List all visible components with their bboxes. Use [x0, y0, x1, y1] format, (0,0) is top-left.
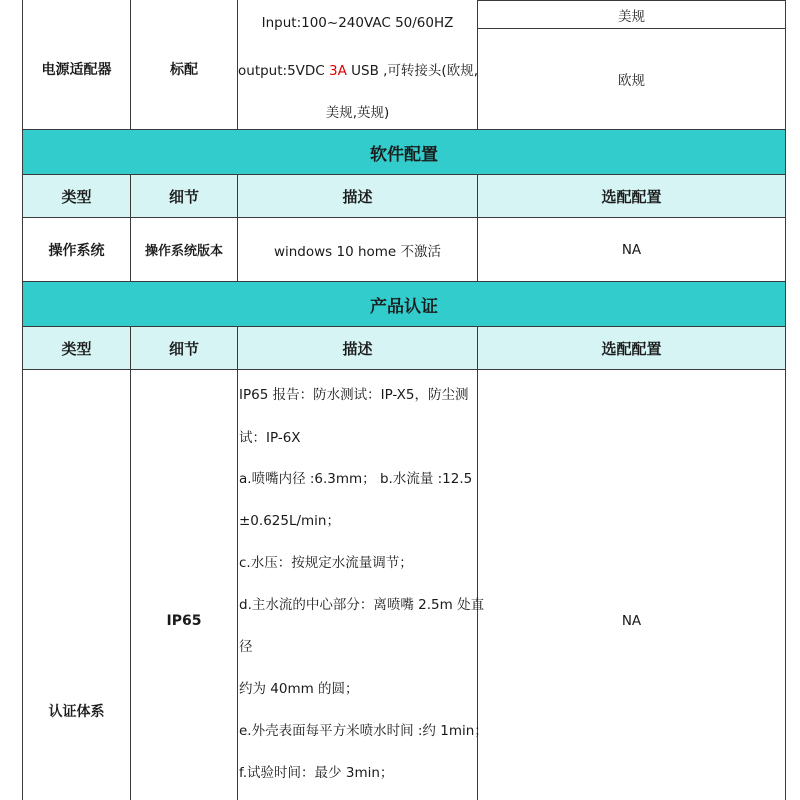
grid-line	[22, 369, 786, 370]
cert-option-cell: NA	[621, 613, 642, 629]
cert-desc-line: d.主水流的中心部分：离喷嘴 2.5m 处直	[239, 597, 485, 613]
os-desc-cell: windows 10 home 不激活	[273, 243, 442, 260]
cert-desc-line: e.外壳表面每平方米喷水时间 :约 1min；	[239, 723, 488, 739]
cert-type-cell: 认证体系	[48, 704, 105, 720]
power-desc-line2: output:5VDC 3A USB ,可转接头(欧规,	[238, 63, 478, 79]
power-type-cell: 电源适配器	[41, 61, 112, 78]
cert-desc-line: ±0.625L/min；	[239, 513, 340, 529]
grid-line	[785, 0, 786, 800]
header-description: 描述	[342, 187, 373, 206]
cert-section-title: 产品认证	[370, 296, 438, 317]
header-option: 选配配置	[601, 187, 662, 206]
grid-line	[237, 326, 238, 800]
cert-desc-line: c.水压：按规定水流量调节；	[239, 555, 413, 571]
grid-line	[130, 326, 131, 800]
os-type-cell: 操作系统	[48, 242, 105, 259]
header-detail: 细节	[168, 187, 199, 206]
header-type: 类型	[61, 187, 92, 206]
os-option-cell: NA	[621, 241, 642, 258]
os-detail-cell: 操作系统版本	[144, 244, 223, 259]
power-detail-cell: 标配	[170, 61, 198, 78]
header-description: 描述	[342, 339, 373, 358]
cert-desc-line: 约为 40mm 的圆；	[239, 681, 359, 697]
header-detail: 细节	[168, 339, 199, 358]
cert-desc-line: f.试验时间：最少 3min；	[239, 765, 394, 781]
power-option-top: 美规	[618, 8, 645, 25]
power-desc-line1: Input:100~240VAC 50/60HZ	[261, 15, 454, 31]
header-type: 类型	[61, 339, 92, 358]
cert-desc-line: IP65 报告：防水测试：IP-X5，防尘测	[239, 387, 469, 403]
cert-desc-line: a.喷嘴内径 :6.3mm； b.水流量 :12.5	[239, 471, 473, 487]
cert-desc-line: 径	[239, 639, 253, 655]
power-option-main: 欧规	[618, 73, 645, 89]
power-desc-line3: 美规,英规)	[325, 105, 390, 121]
cert-desc-line: 试：IP-6X	[239, 430, 301, 446]
cert-detail-cell: IP65	[166, 613, 202, 629]
header-option: 选配配置	[601, 339, 662, 358]
highlight-current: 3A	[329, 63, 347, 79]
software-section-title: 软件配置	[370, 144, 438, 165]
